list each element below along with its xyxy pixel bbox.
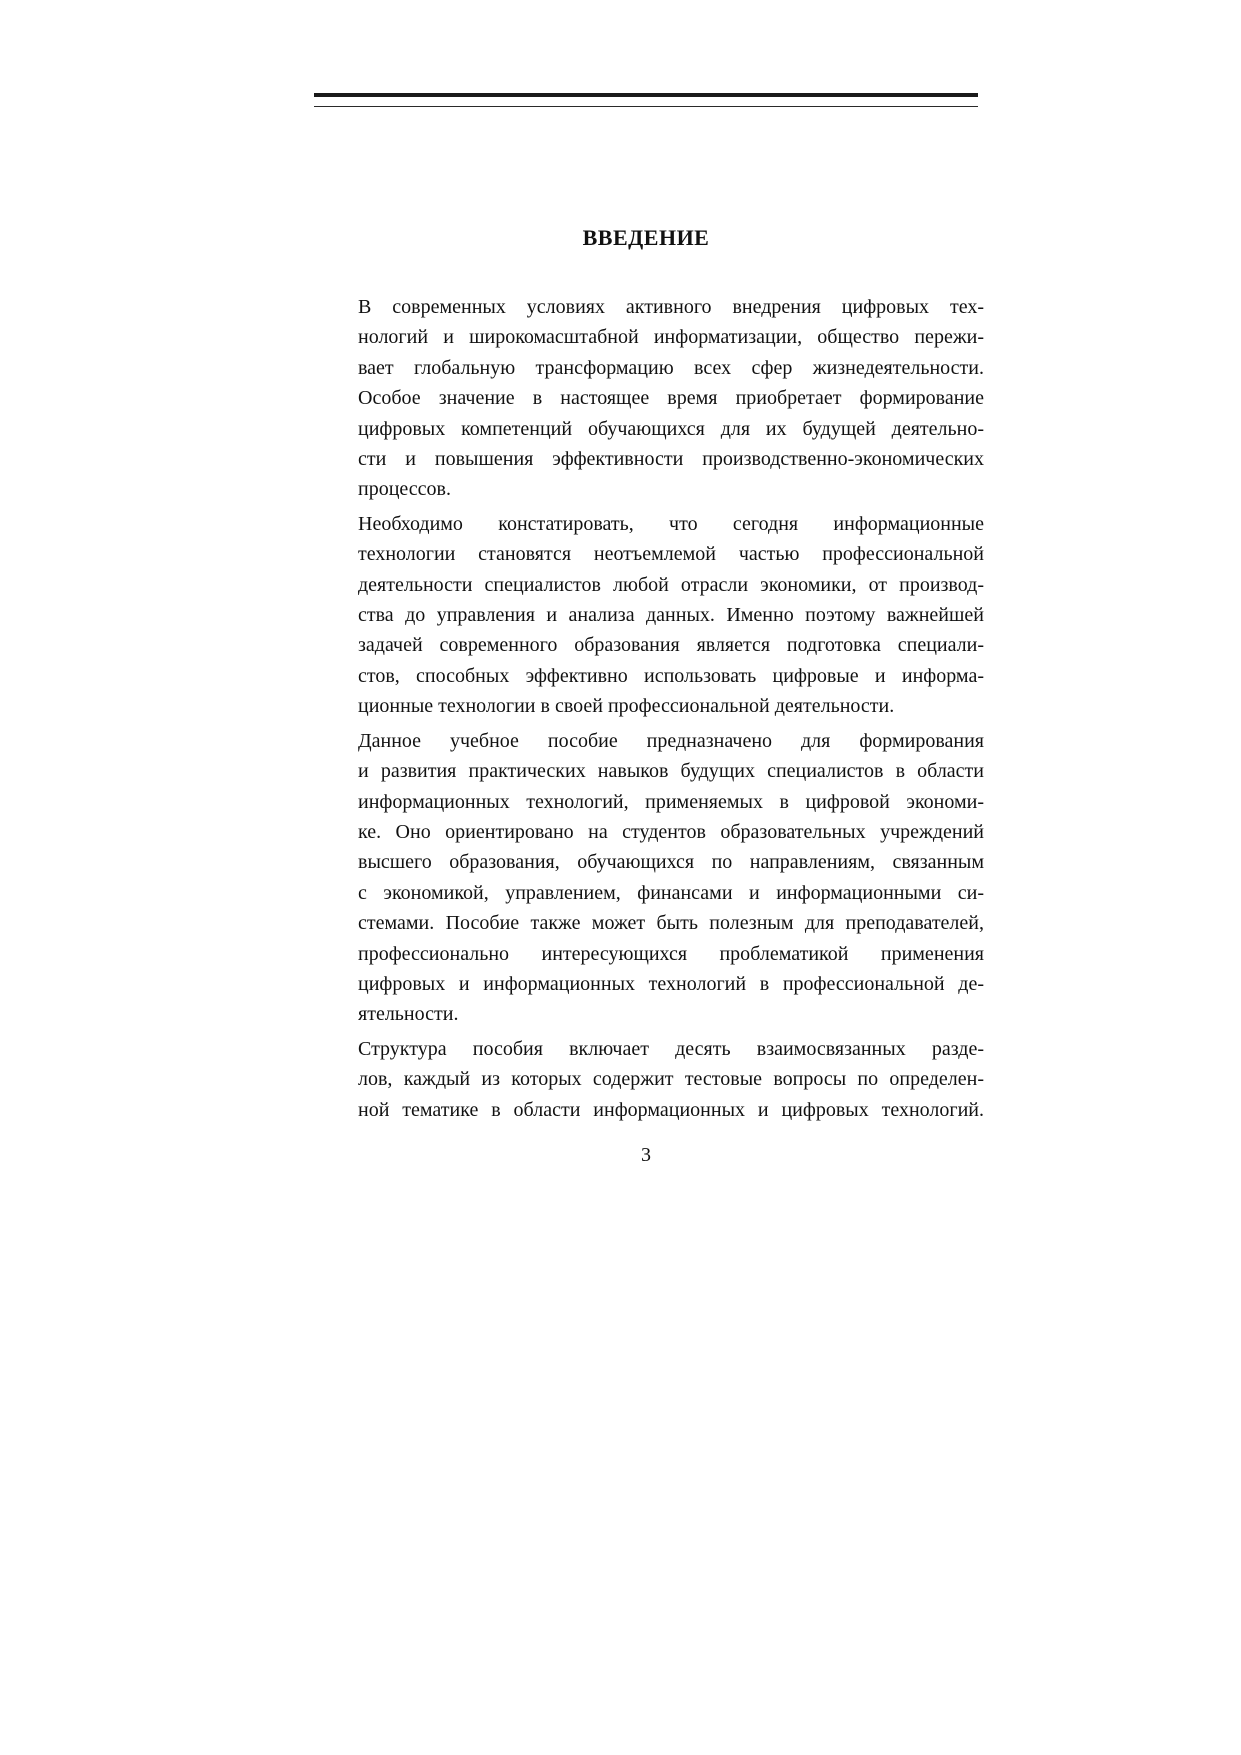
header-rule-thick [314,93,978,97]
page-number: 3 [641,1144,651,1166]
text-line: нологий и широкомасштабной информатизации, общество пережи- [358,326,984,349]
text-line: процессов. [358,478,451,501]
text-line: ятельности. [358,1003,459,1026]
paragraph-1 [308,292,984,505]
text-line: лов, каждый из которых содержит тестовые вопросы по определен- [358,1068,984,1091]
text-line: ной тематике в области информационных и цифровых технологий. [358,1098,984,1121]
text-line: высшего образования, обучающихся по направлениям, связанным [358,851,984,874]
text-line: Структура пособия включает десять взаимосвязанных разде- [358,1037,984,1060]
text-line: цифровых и информационных технологий в профессиональной де- [358,972,984,995]
paragraph-2 [308,509,984,722]
text-line: Особое значение в настоящее время приобретает формирование [358,387,984,410]
text-line: ства до управления и анализа данных. Именно поэтому важнейшей [358,604,984,627]
page-title: ВВЕДЕНИЕ [582,225,710,250]
text-line: профессионально интересующихся проблематикой применения [358,942,984,965]
paragraph-4 [308,1034,984,1125]
text-line: технологии становятся неотъемлемой частью профессиональной [358,543,984,566]
text-line: информационных технологий, применяемых в цифровой экономи- [358,790,984,813]
text-line: ке. Оно ориентировано на студентов образовательных учреждений [358,820,984,843]
paragraph-3 [308,726,984,1030]
text-line: ционные технологии в своей профессиональной деятельности. [358,695,895,718]
text-line: Необходимо констатировать, что сегодня информационные [358,512,984,535]
text-line: стов, способных эффективно использовать цифровые и информа- [358,664,984,687]
text-line: цифровых компетенций обучающихся для их будущей деятельно- [358,417,984,440]
header-rule-thin [314,106,978,107]
text-line: с экономикой, управлением, финансами и информационными си- [358,881,984,904]
text-line: сти и повышения эффективности производственно-экономических [358,448,984,471]
text-line: Данное учебное пособие предназначено для формирования [358,729,984,752]
text-line: вает глобальную трансформацию всех сфер жизнедеятельности. [358,356,984,379]
text-line: деятельности специалистов любой отрасли экономики, от производ- [358,573,984,596]
text-line: и развития практических навыков будущих специалистов в области [358,760,984,783]
text-line: стемами. Пособие также может быть полезным для преподавателей, [358,912,984,935]
text-line: задачей современного образования является подготовка специали- [358,634,984,657]
text-line: В современных условиях активного внедрения цифровых тех- [358,296,984,318]
body-text [308,292,984,1129]
